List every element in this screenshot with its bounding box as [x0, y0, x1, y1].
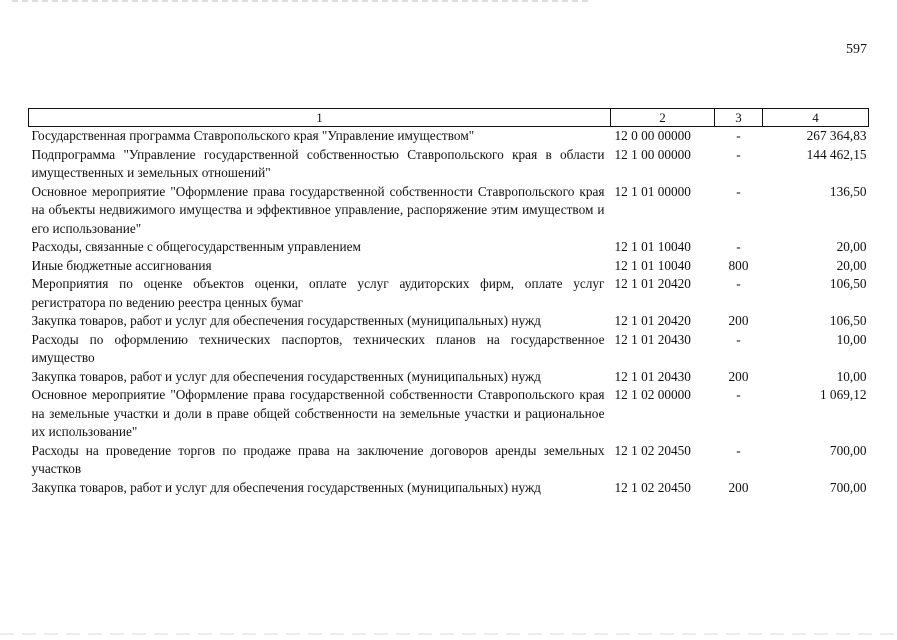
- row-sum: 700,00: [829, 479, 867, 495]
- table-row: [29, 312, 869, 331]
- row-code: 12 1 01 20430: [614, 368, 691, 384]
- row-name: Закупка товаров, работ и услуг для обеспечения государственных (муниципальных) нужд: [31, 313, 541, 328]
- row-expense-type: -: [736, 128, 741, 143]
- row-code: 12 1 02 00000: [614, 387, 691, 402]
- row-code: 12 1 02 20450: [614, 442, 691, 458]
- table-row: [29, 238, 869, 257]
- table-row: [29, 331, 869, 368]
- row-sum: 1 069,12: [819, 387, 867, 402]
- row-code: 12 1 01 00000: [614, 183, 691, 199]
- row-expense-type: -: [736, 276, 741, 291]
- table-header: [29, 109, 869, 127]
- row-expense-type: -: [736, 331, 741, 347]
- column-header-name: 1: [29, 109, 611, 127]
- table-row: [29, 127, 869, 146]
- row-expense-type: 200: [728, 479, 749, 495]
- row-name: Закупка товаров, работ и услуг для обеспечения государственных (муниципальных) нужд: [31, 479, 541, 495]
- table-row: [29, 146, 869, 183]
- column-header-sum: 4: [763, 109, 869, 127]
- row-name: Расходы по оформлению технических паспортов, технических планов на государственное имущество: [31, 331, 605, 365]
- row-sum: 20,00: [836, 239, 867, 254]
- row-name: Мероприятия по оценке объектов оценки, оплате услуг аудиторских фирм, оплате услуг регистратора по ведению реестра ценных бумаг: [31, 276, 605, 310]
- row-expense-type: -: [736, 239, 741, 254]
- table-row: [29, 183, 869, 239]
- row-name: Расходы, связанные с общегосударственным управлением: [31, 239, 361, 254]
- row-name: Основное мероприятие "Оформление права государственной собственности Ставропольского края на объекты недвижимого имущества и эффективное управление, распоряжение этим имуществом и его использование": [31, 183, 605, 236]
- table-row: [29, 479, 869, 498]
- table-row: [29, 442, 869, 479]
- row-name: Расходы на проведение торгов по продаже права на заключение договоров аренды земельных участков: [31, 442, 605, 476]
- row-code: 12 1 01 10040: [614, 257, 691, 273]
- page-number: 597: [846, 42, 867, 57]
- column-header-code: 2: [611, 109, 715, 127]
- row-name: Иные бюджетные ассигнования: [31, 257, 212, 273]
- scan-edge-artifact-bottom: [0, 633, 897, 635]
- row-expense-type: 200: [728, 368, 749, 384]
- table-row: [29, 386, 869, 442]
- column-header-expense-type: 3: [715, 109, 763, 127]
- table-row: [29, 368, 869, 387]
- row-expense-type: -: [736, 183, 741, 199]
- row-code: 12 1 01 20420: [614, 313, 691, 328]
- row-code: 12 1 01 20420: [614, 276, 691, 291]
- row-expense-type: 200: [728, 313, 749, 328]
- scan-edge-artifact-top: [12, 0, 592, 2]
- row-sum: 20,00: [836, 257, 867, 273]
- row-name: Подпрограмма "Управление государственной собственностью Ставропольского края в области имущественных и земельных отношений": [31, 146, 605, 180]
- row-sum: 10,00: [836, 368, 867, 384]
- row-expense-type: -: [736, 442, 741, 458]
- row-sum: 144 462,15: [806, 146, 867, 162]
- row-expense-type: -: [736, 146, 741, 162]
- table-header-row: [29, 109, 869, 127]
- table-row: [29, 257, 869, 276]
- row-sum: 267 364,83: [806, 128, 867, 143]
- row-sum: 106,50: [829, 313, 867, 328]
- row-name: Государственная программа Ставропольского края "Управление имуществом": [31, 128, 475, 143]
- budget-table: [28, 108, 869, 497]
- row-sum: 106,50: [829, 276, 867, 291]
- table-body: [29, 127, 869, 498]
- row-sum: 136,50: [829, 183, 867, 199]
- row-code: 12 0 00 00000: [614, 128, 691, 143]
- table-row: [29, 275, 869, 312]
- row-code: 12 1 02 20450: [614, 479, 691, 495]
- row-name: Закупка товаров, работ и услуг для обеспечения государственных (муниципальных) нужд: [31, 368, 541, 384]
- row-code: 12 1 01 10040: [614, 239, 691, 254]
- row-code: 12 1 00 00000: [614, 146, 691, 162]
- row-sum: 10,00: [836, 331, 867, 347]
- row-code: 12 1 01 20430: [614, 331, 691, 347]
- row-sum: 700,00: [829, 442, 867, 458]
- row-expense-type: -: [736, 387, 741, 402]
- row-expense-type: 800: [728, 257, 749, 273]
- row-name: Основное мероприятие "Оформление права государственной собственности Ставропольского края на земельные участки и доли в праве общей собственности на земельные участки и рациональное их использование": [31, 387, 605, 439]
